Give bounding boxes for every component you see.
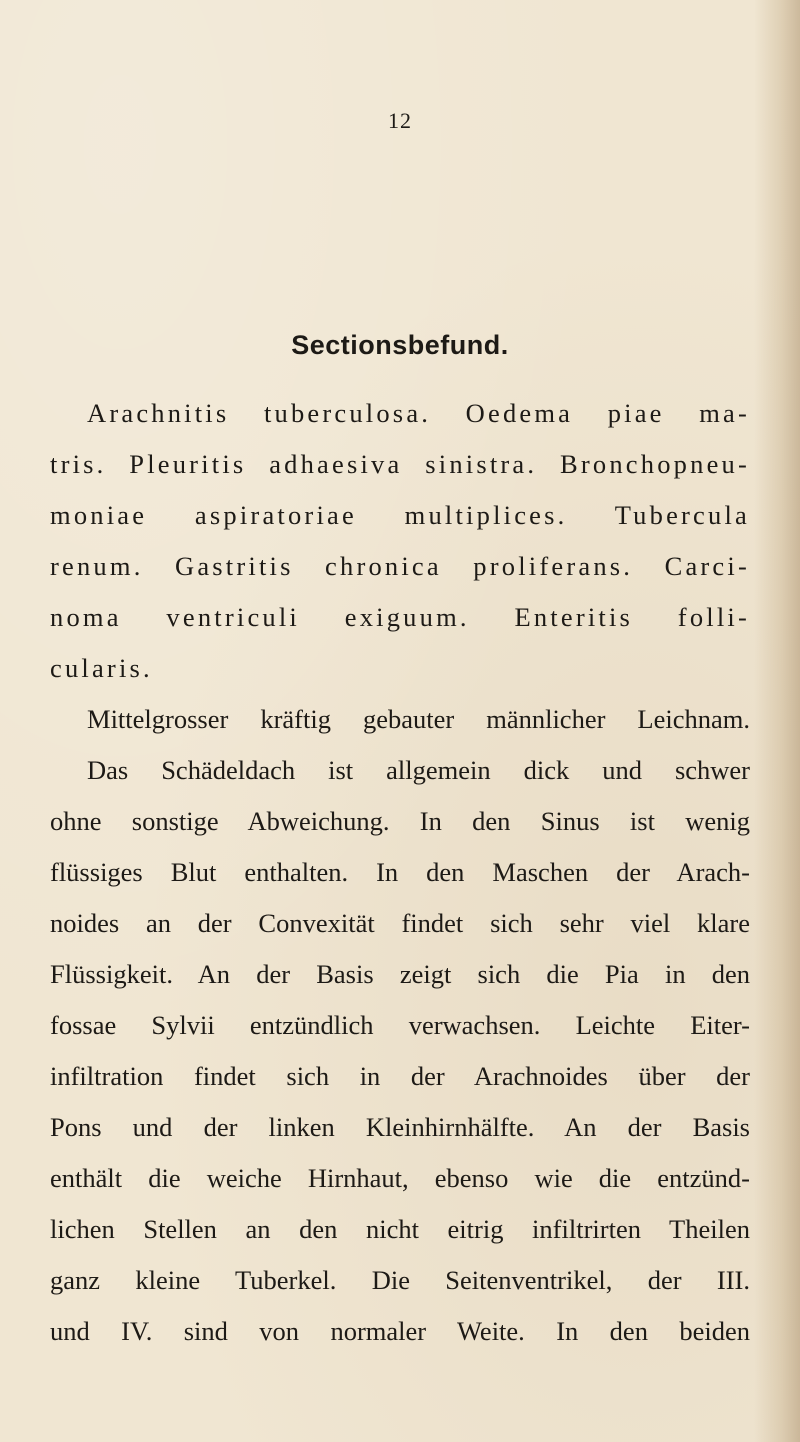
body-line: Flüssigkeit. An der Basis zeigt sich die Pia in den bbox=[50, 959, 750, 989]
body-line: flüssiges Blut enthalten. In den Maschen der Arach- bbox=[50, 857, 750, 887]
body-line: lichen Stellen an den nicht eitrig infiltrirten Theilen bbox=[50, 1214, 750, 1244]
summary-line: tris. Pleuritis adhaesiva sinistra. Bronchopneu- bbox=[50, 449, 750, 479]
body-line: fossae Sylvii entzündlich verwachsen. Leichte Eiter- bbox=[50, 1010, 750, 1040]
body-line: Das Schädeldach ist allgemein dick und schwer bbox=[87, 755, 750, 785]
page-number: 12 bbox=[388, 108, 412, 133]
summary-line: cularis. bbox=[50, 653, 153, 683]
body-line: und IV. sind von normaler Weite. In den beiden bbox=[50, 1316, 750, 1346]
summary-line: moniae aspiratoriae multiplices. Tubercula bbox=[50, 500, 750, 530]
body-line: ganz kleine Tuberkel. Die Seitenventrikel, der III. bbox=[50, 1265, 750, 1295]
body-line: ohne sonstige Abweichung. In den Sinus ist wenig bbox=[50, 806, 750, 836]
section-heading: Sectionsbefund. bbox=[291, 330, 509, 360]
page-edge-shadow bbox=[754, 0, 800, 1442]
body-line: Pons und der linken Kleinhirnhälfte. An der Basis bbox=[50, 1112, 750, 1142]
summary-line: Arachnitis tuberculosa. Oedema piae ma- bbox=[87, 398, 750, 428]
body-line: Mittelgrosser kräftig gebauter männlicher Leichnam. bbox=[87, 704, 750, 734]
body-line: enthält die weiche Hirnhaut, ebenso wie die entzünd- bbox=[50, 1163, 750, 1193]
summary-line: renum. Gastritis chronica proliferans. Carci- bbox=[50, 551, 750, 581]
body-line: noides an der Convexität findet sich sehr viel klare bbox=[50, 908, 750, 938]
body-line: infiltration findet sich in der Arachnoides über der bbox=[50, 1061, 750, 1091]
summary-line: noma ventriculi exiguum. Enteritis folli- bbox=[50, 602, 750, 632]
